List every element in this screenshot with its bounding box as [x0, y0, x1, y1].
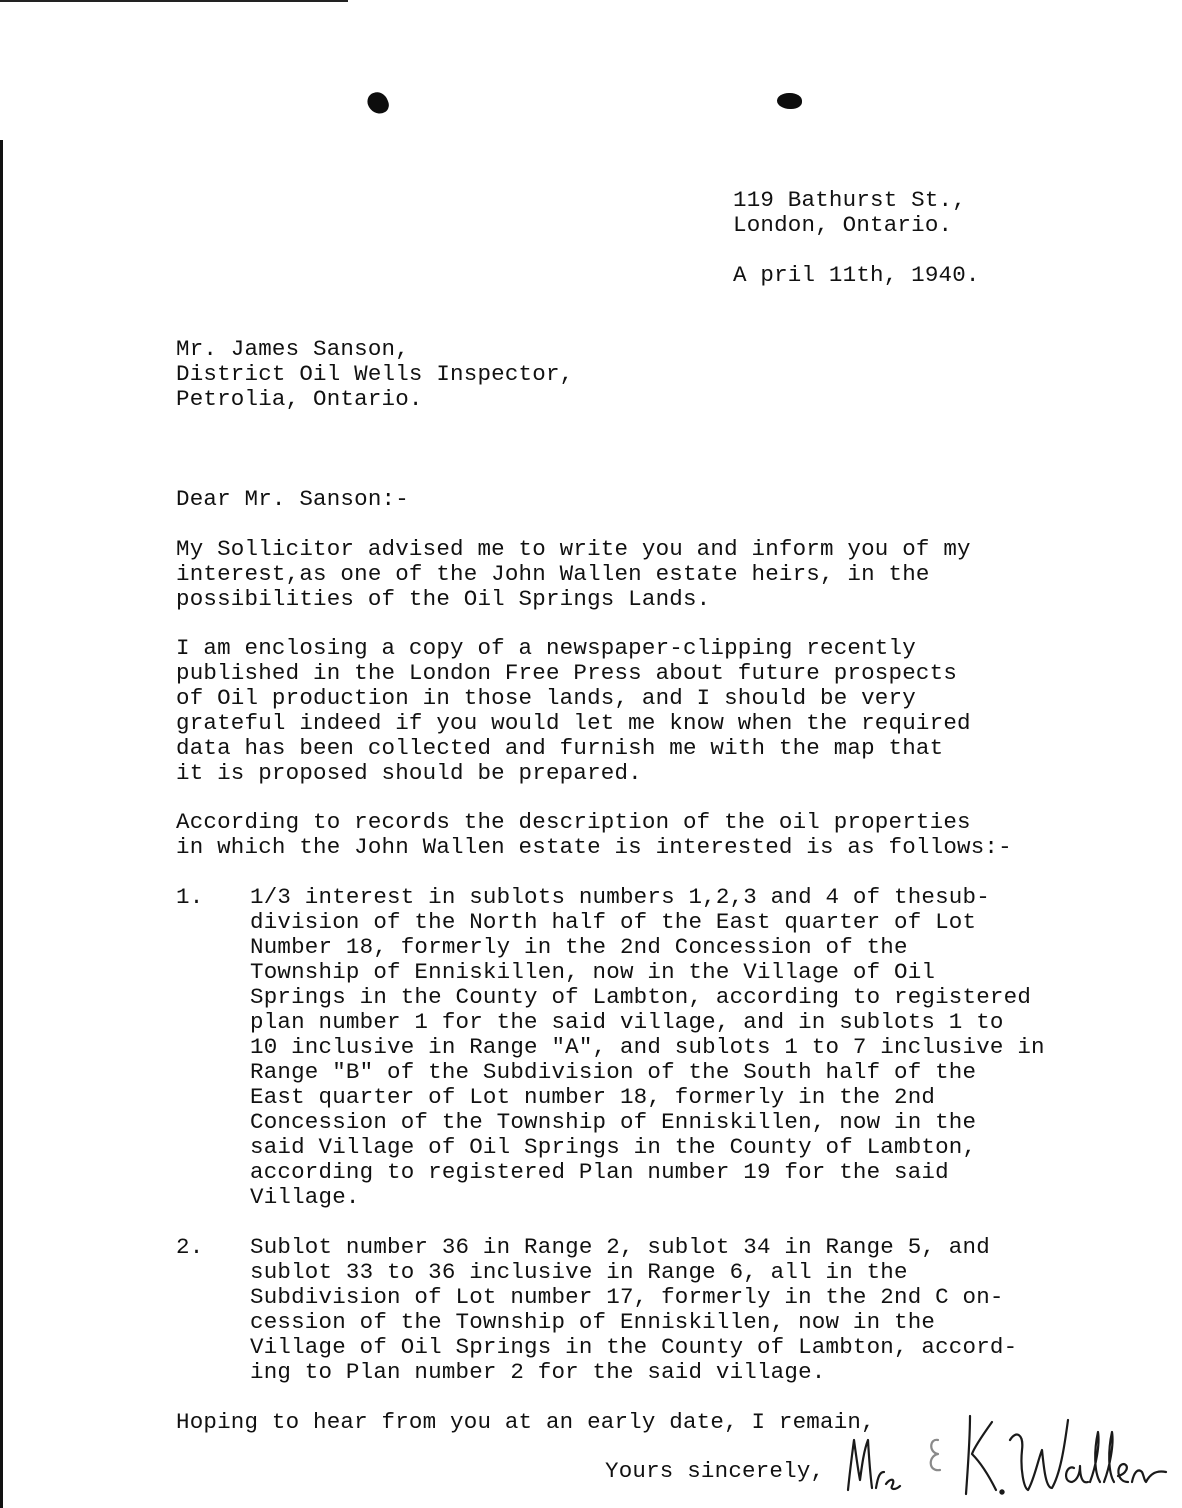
item-1-line: 1/3 interest in sublots numbers 1,2,3 and 4 of thesub-: [250, 884, 990, 910]
item-2-line: Sublot number 36 in Range 2, sublot 34 in Range 5, and: [250, 1234, 990, 1260]
paragraph-2-line: grateful indeed if you would let me know when the required: [176, 710, 971, 736]
paragraph-1-line: interest,as one of the John Wallen estate heirs, in the: [176, 561, 930, 587]
left-edge-line: [0, 140, 3, 1508]
closing-line: Hoping to hear from you at an early date, I remain,: [176, 1409, 875, 1435]
item-1-line: according to registered Plan number 19 for the said: [250, 1159, 949, 1185]
item-1-line: East quarter of Lot number 18, formerly in the 2nd: [250, 1084, 936, 1110]
item-1-number: 1.: [176, 884, 204, 910]
item-1-line: plan number 1 for the said village, and in sublots 1 to: [250, 1009, 1004, 1035]
paragraph-3-line: in which the John Wallen estate is interested is as follows:-: [176, 834, 1012, 860]
salutation: Dear Mr. Sanson:-: [176, 486, 409, 512]
item-2-line: cession of the Township of Enniskillen, now in the: [250, 1309, 936, 1335]
item-1-line: Village.: [250, 1184, 360, 1210]
complimentary-close: Yours sincerely,: [605, 1458, 825, 1484]
item-2-line: sublot 33 to 36 inclusive in Range 6, all in the: [250, 1259, 908, 1285]
item-2-line: ing to Plan number 2 for the said village.: [250, 1359, 826, 1385]
item-1-line: said Village of Oil Springs in the County of Lambton,: [250, 1134, 977, 1160]
paragraph-1-line: My Sollicitor advised me to write you and inform you of my: [176, 536, 971, 562]
item-1-line: 10 inclusive in Range "A", and sublots 1 to 7 inclusive in: [250, 1034, 1045, 1060]
recipient-line-2: District Oil Wells Inspector,: [176, 361, 574, 387]
item-1-line: Number 18, formerly in the 2nd Concession of the: [250, 934, 908, 960]
item-2-line: Subdivision of Lot number 17, formerly in the 2nd C on-: [250, 1284, 1004, 1310]
paragraph-2-line: data has been collected and furnish me with the map that: [176, 735, 944, 761]
item-1-line: division of the North half of the East quarter of Lot: [250, 909, 977, 935]
item-2-line: Village of Oil Springs in the County of Lambton, accord-: [250, 1334, 1018, 1360]
item-2-number: 2.: [176, 1234, 204, 1260]
paragraph-3-line: According to records the description of the oil properties: [176, 809, 971, 835]
letter-date: A pril 11th, 1940.: [733, 262, 980, 288]
item-1-line: Township of Enniskillen, now in the Village of Oil: [250, 959, 936, 985]
recipient-line-1: Mr. James Sanson,: [176, 336, 409, 362]
sender-address-line-2: London, Ontario.: [733, 212, 953, 238]
sender-address-line-1: 119 Bathurst St.,: [733, 187, 966, 213]
handwritten-signature: [842, 1410, 1172, 1500]
top-edge-line: [0, 0, 348, 2]
punch-hole-left: [365, 89, 391, 117]
paragraph-1-line: possibilities of the Oil Springs Lands.: [176, 586, 711, 612]
item-1-line: Concession of the Township of Enniskillen, now in the: [250, 1109, 977, 1135]
punch-hole-right: [777, 93, 802, 109]
paragraph-2-line: I am enclosing a copy of a newspaper-clipping recently: [176, 635, 916, 661]
item-1-line: Springs in the County of Lambton, according to registered: [250, 984, 1032, 1010]
paragraph-2-line: published in the London Free Press about future prospects: [176, 660, 958, 686]
item-1-line: Range "B" of the Subdivision of the South half of the: [250, 1059, 977, 1085]
recipient-line-3: Petrolia, Ontario.: [176, 386, 423, 412]
paragraph-2-line: of Oil production in those lands, and I should be very: [176, 685, 916, 711]
paragraph-2-line: it is proposed should be prepared.: [176, 760, 642, 786]
